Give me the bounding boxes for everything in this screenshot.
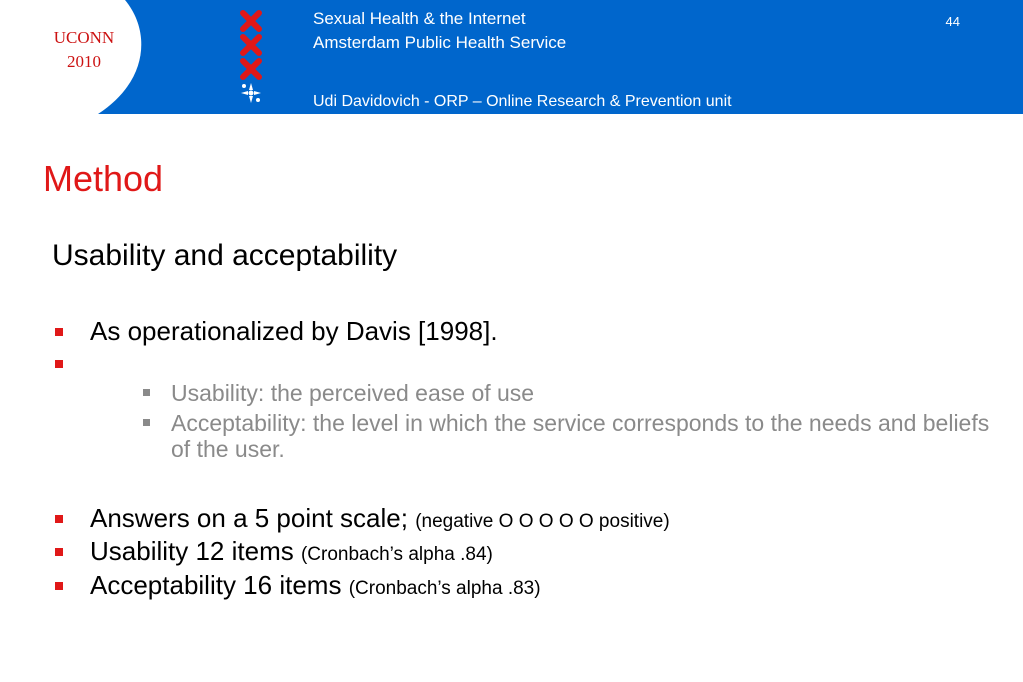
slide-title: Method xyxy=(43,158,164,199)
cross-icon xyxy=(240,58,262,80)
sub-bullet-text: Acceptability: the level in which the service corresponds to the needs and beliefs of the user. xyxy=(171,410,990,462)
slide-subtitle: Usability and acceptability xyxy=(52,239,398,272)
bullet-text: Usability 12 items xyxy=(90,536,294,566)
bullet-note: (Cronbach’s alpha .84) xyxy=(300,544,493,565)
header-line-3: Udi Davidovich - ORP – Online Research & Prevention unit xyxy=(313,93,732,110)
bullet-marker-icon xyxy=(55,328,63,336)
logo-line-2: 2010 xyxy=(67,52,101,71)
bullet-text: Answers on a 5 point scale; xyxy=(90,503,408,533)
logo-line-1: UCONN xyxy=(53,28,115,47)
header-line-1: Sexual Health & the Internet xyxy=(313,9,526,28)
bullet-marker-icon xyxy=(55,548,63,556)
bullet-text: Acceptability 16 items xyxy=(90,570,342,600)
amsterdam-crosses-icon xyxy=(240,10,264,106)
ggd-logo-icon xyxy=(240,82,262,104)
bullet-marker-icon xyxy=(55,515,63,523)
sub-bullet-marker-icon xyxy=(143,419,150,426)
sub-bullet-marker-icon xyxy=(143,389,150,396)
header-line-2: Amsterdam Public Health Service xyxy=(313,33,567,52)
bullet-note: (negative O O O O O positive) xyxy=(415,511,670,532)
slide-number: 44 xyxy=(945,14,960,29)
slide-header xyxy=(0,0,1023,114)
bullet-text: As operationalized by Davis [1998]. xyxy=(90,316,498,346)
bullet-marker-icon xyxy=(55,360,63,368)
uconn-logo xyxy=(32,26,136,74)
bullet-marker-icon xyxy=(55,582,63,590)
cross-icon xyxy=(240,34,262,56)
sub-bullet-text: Usability: the perceived ease of use xyxy=(171,380,535,406)
cross-icon xyxy=(240,10,262,32)
bullet-note: (Cronbach’s alpha .83) xyxy=(348,578,541,599)
